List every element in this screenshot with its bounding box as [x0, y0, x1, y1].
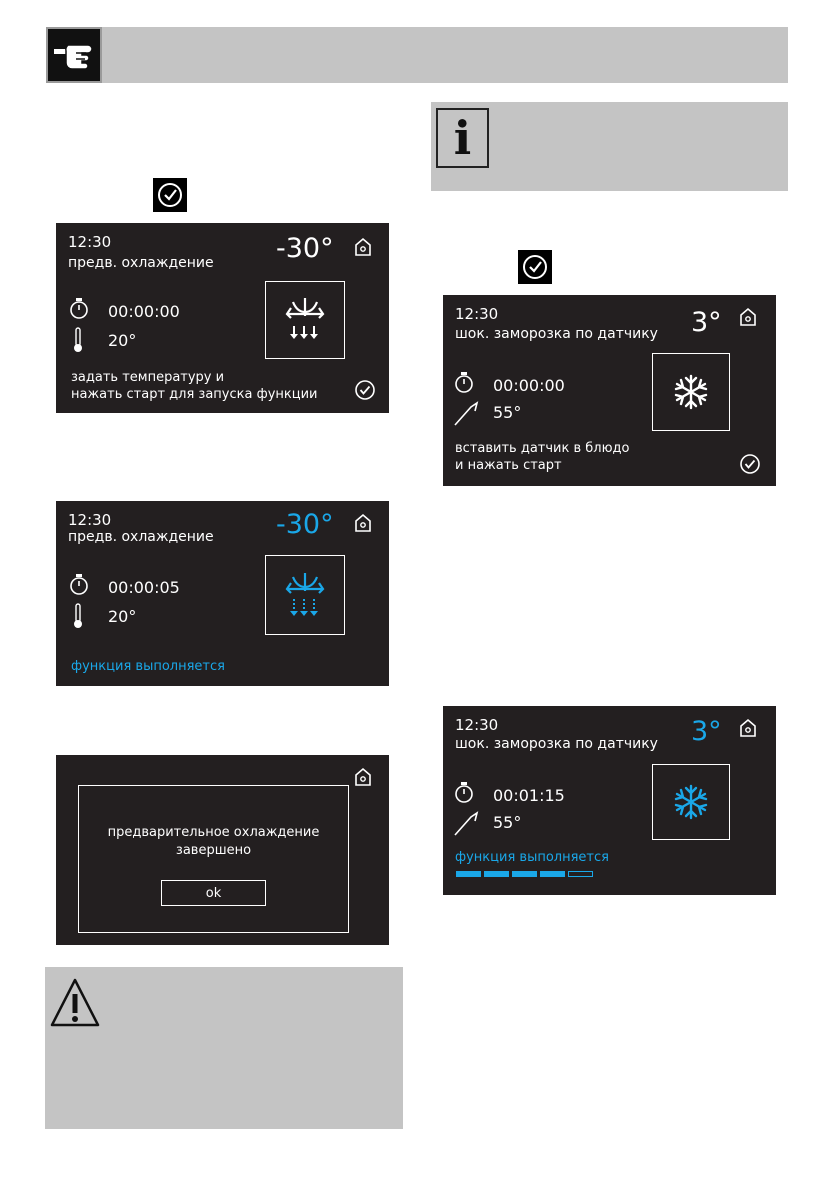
- pre-cooling-icon: [265, 555, 345, 635]
- check-circle-icon[interactable]: [354, 379, 376, 401]
- home-icon[interactable]: [739, 718, 757, 738]
- mode-label: шок. заморозка по датчику: [455, 326, 658, 342]
- ok-button[interactable]: ok: [161, 880, 266, 906]
- timer-value: 00:01:15: [493, 786, 565, 805]
- timer-value[interactable]: 00:00:00: [108, 302, 180, 321]
- check-circle-icon: [518, 250, 552, 284]
- probe-icon: [453, 401, 481, 427]
- completion-dialog: [78, 785, 349, 933]
- target-temperature[interactable]: 3°: [691, 307, 722, 338]
- thermometer-icon: [72, 602, 84, 630]
- dialog-message: предварительное охлаждение завершено: [107, 825, 320, 858]
- target-temperature[interactable]: -30°: [276, 233, 334, 264]
- clock-time: 12:30: [455, 716, 499, 734]
- mode-label: шок. заморозка по датчику: [455, 736, 658, 752]
- sensor-temperature: 20°: [108, 607, 137, 626]
- progress-segment: [456, 871, 481, 877]
- warning-icon: [49, 977, 101, 1029]
- check-circle-icon[interactable]: [739, 453, 761, 475]
- snowflake-icon: [652, 353, 730, 431]
- pre-cooling-icon: [265, 281, 345, 359]
- probe-icon: [453, 811, 481, 837]
- status-message: вставить датчик в блюдо и нажать старт: [455, 441, 630, 473]
- mode-label: предв. охлаждение: [68, 255, 214, 271]
- home-icon[interactable]: [354, 513, 372, 533]
- status-message: функция выполняется: [455, 850, 609, 865]
- thermometer-icon: [72, 326, 84, 354]
- pointing-hand-icon: [46, 27, 102, 83]
- progress-segment: [484, 871, 509, 877]
- timer-value[interactable]: 00:00:00: [493, 376, 565, 395]
- snowflake-icon: [652, 764, 730, 840]
- progress-segment: [540, 871, 565, 877]
- status-message: задать температуру и нажать старт для запуска функции: [71, 370, 318, 402]
- progress-segment: [568, 871, 593, 877]
- sensor-temperature: 20°: [108, 331, 137, 350]
- stopwatch-icon: [453, 780, 475, 804]
- home-icon[interactable]: [354, 237, 372, 257]
- warning-panel: [45, 967, 403, 1129]
- stopwatch-icon: [453, 370, 475, 394]
- check-circle-icon: [153, 178, 187, 212]
- probe-temperature: 55°: [493, 403, 522, 422]
- target-temperature[interactable]: -30°: [276, 509, 334, 540]
- mode-label: предв. охлаждение: [68, 529, 214, 545]
- status-message: функция выполняется: [71, 659, 225, 674]
- home-icon[interactable]: [739, 307, 757, 327]
- info-icon: i: [436, 108, 489, 168]
- clock-time: 12:30: [68, 511, 112, 529]
- stopwatch-icon: [68, 572, 90, 596]
- screen-pre-cooling-setup: [56, 223, 389, 413]
- screen-pre-cooling-running: [56, 501, 389, 686]
- screen-shock-freeze-running: [443, 706, 776, 895]
- timer-value: 00:00:05: [108, 578, 180, 597]
- clock-time: 12:30: [455, 305, 499, 323]
- screen-shock-freeze-setup: [443, 295, 776, 486]
- header-bar: [46, 27, 788, 83]
- progress-segment: [512, 871, 537, 877]
- stopwatch-icon: [68, 296, 90, 320]
- target-temperature[interactable]: 3°: [691, 716, 722, 747]
- clock-time: 12:30: [68, 233, 112, 251]
- progress-bar: [456, 871, 593, 877]
- probe-temperature: 55°: [493, 813, 522, 832]
- home-icon[interactable]: [354, 767, 372, 787]
